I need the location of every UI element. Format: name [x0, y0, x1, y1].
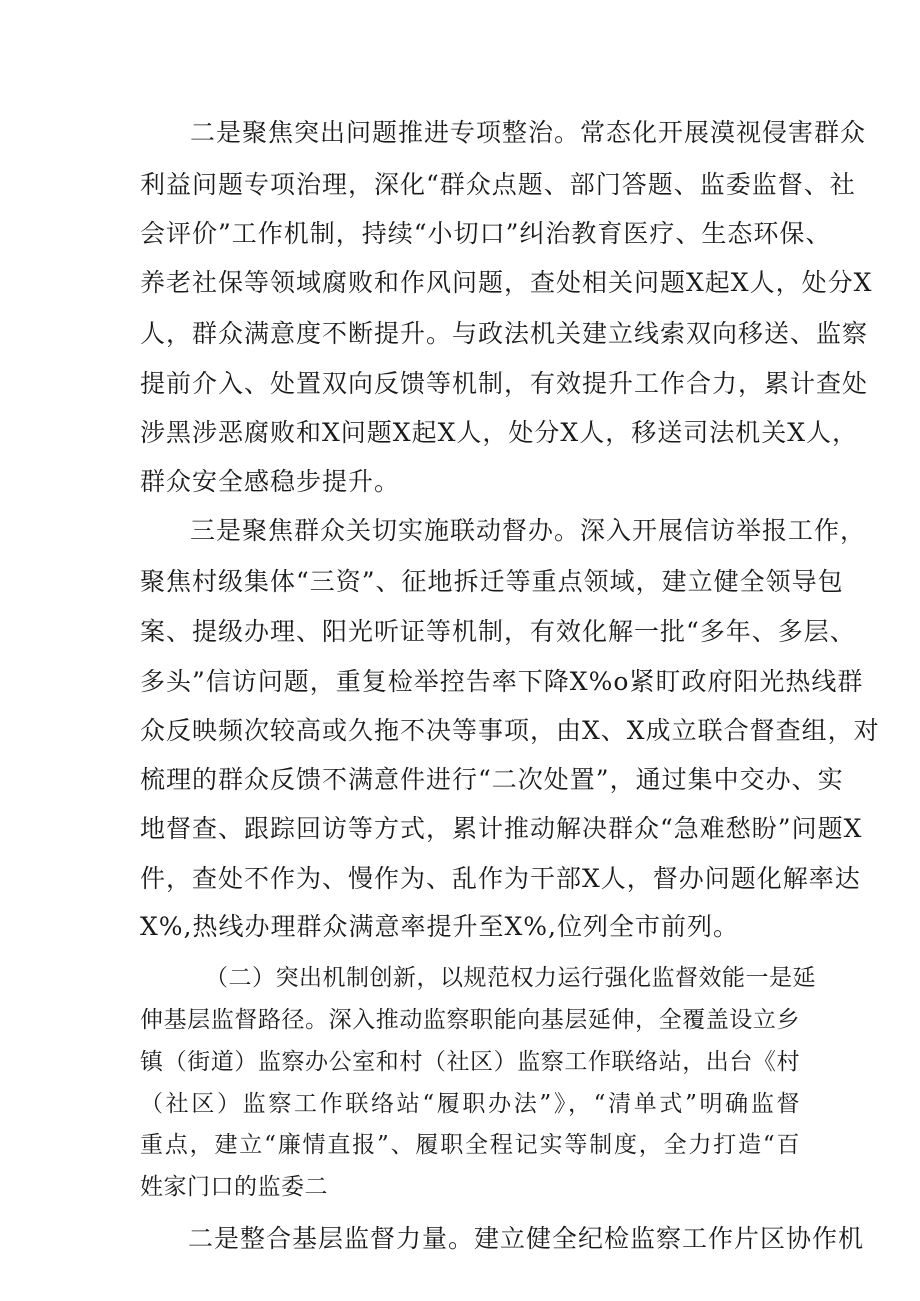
text-line: 人，群众满意度不断提升。与政法机关建立线索双向移送、监察 [140, 319, 869, 348]
text-line: 众反映频次较高或久拖不决等事项，由X、X成立联合督查组，对 [140, 716, 880, 745]
text-line: 件，查处不作为、慢作为、乱作为干部X人，督办问题化解率达 [140, 864, 861, 893]
text-line: 涉黑涉恶腐败和X问题X起X人，处分X人，移送司法机关X人， [140, 418, 858, 447]
text-line: 案、提级办理、阳光听证等机制，有效化解一批“多年、多层、 [140, 617, 856, 646]
text-line: 二是聚焦突出问题推进专项整治。常态化开展漠视侵害群众 [190, 118, 867, 147]
text-line: （社区）监察工作联络站“履职办法”》，“清单式”明确监督 [140, 1091, 800, 1117]
text-line: 地督查、跟踪回访等方式，累计推动解决群众“急难愁盼”问题X [140, 814, 863, 843]
text-line: 二是整合基层监督力量。建立健全纪检监察工作片区协作机 [188, 1224, 865, 1253]
text-line: 重点，建立“廉情直报”、履职全程记实等制度，全力打造“百 [140, 1132, 800, 1158]
text-line: 群众安全感稳步提升。 [140, 467, 401, 496]
text-line: 多头”信访问题，重复检举控告率下降X%o紧盯政府阳光热线群 [140, 667, 864, 696]
text-line: 养老社保等领域腐败和作风问题，查处相关问题X起X人，处分X [140, 268, 873, 297]
text-line: （二）突出机制创新，以规范权力运行强化监督效能一是延 [205, 965, 816, 991]
text-line: 镇（街道）监察办公室和村（社区）监察工作联络站，出台《村 [140, 1049, 800, 1075]
text-line: 聚焦村级集体“三资”、征地拆迁等重点领域，建立健全领导包 [140, 567, 844, 596]
text-line: 提前介入、处置双向反馈等机制，有效提升工作合力，累计查处 [140, 369, 869, 398]
text-line: 姓家门口的监委二 [140, 1174, 328, 1200]
text-line: 会评价”工作机制，持续“小切口”纠治教育医疗、生态环保、 [140, 219, 832, 248]
text-line: 三是聚焦群众关切实施联动督办。深入开展信访举报工作， [190, 516, 867, 545]
text-line: 梳理的群众反馈不满意件进行“二次处置”，通过集中交办、实 [140, 765, 844, 794]
text-line: 伸基层监督路径。深入推动监察职能向基层延伸，全覆盖设立乡 [140, 1007, 800, 1033]
text-line: 利益问题专项治理，深化“群众点题、部门答题、监委监督、社 [140, 170, 856, 199]
text-line: X%,热线办理群众满意率提升至X%,位列全市前列。 [140, 912, 740, 941]
